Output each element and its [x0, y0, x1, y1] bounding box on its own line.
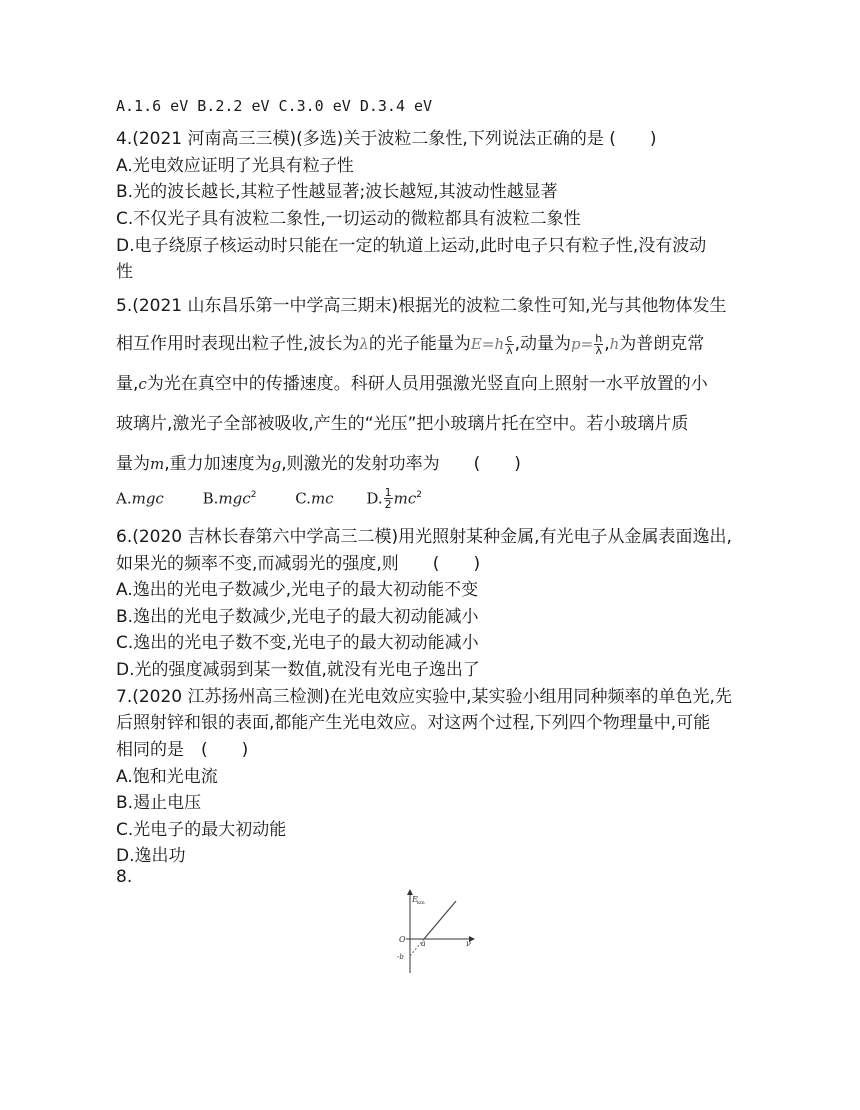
- q6-option-a: A.逸出的光电子数减少,光电子的最大初动能不变: [116, 580, 479, 600]
- q5-text: ,动量为: [514, 334, 572, 354]
- c-over-lambda-fraction: $\frac{c}{\lambda}$: [506, 331, 513, 357]
- q4-option-c: C.不仅光子具有波粒二象性,一切运动的微粒都具有波粒二象性: [116, 209, 581, 229]
- q5-option-d-label: D.: [366, 489, 383, 508]
- ekm-line: [424, 901, 456, 939]
- y-axis-subscript: km: [417, 900, 425, 906]
- q5-options: A.mgc B.mgc$^2$ C.mc D. $\frac{1}{2}$ $mc^2$: [116, 486, 423, 511]
- q6-stem-line-1: 6.(2020 吉林长春第六中学高三二模)用光照射某种金属,有光电子从金属表面逸出,: [116, 527, 732, 547]
- x-axis-label: ν: [466, 939, 471, 948]
- q5-line-5: 量为m,重力加速度为g,则激光的发射功率为 ( ): [116, 454, 521, 474]
- one-half-fraction: $\frac{1}{2}$: [384, 486, 392, 511]
- h-symbol: h: [609, 335, 620, 353]
- q6-stem-line-2: 如果光的频率不变,而减弱光的强度,则 ( ): [116, 554, 481, 574]
- q5-text: 相互作用时表现出粒子性,波长为: [116, 334, 360, 354]
- q7-option-d: D.逸出功: [116, 846, 186, 866]
- q5-option-b-label: B.: [202, 489, 219, 508]
- g-symbol: g: [271, 455, 282, 473]
- x-intercept-label: a: [421, 939, 426, 948]
- q4-option-b: B.光的波长越长,其粒子性越显著;波长越短,其波动性越显著: [116, 182, 558, 202]
- q5-option-b: mgc: [218, 489, 251, 508]
- q6-option-d: D.光的强度减弱到某一数值,就没有光电子逸出了: [116, 660, 480, 680]
- photoelectric-graph: [396, 888, 476, 978]
- q5-line-4: 玻璃片,激光子全部被吸收,产生的“光压”把小玻璃片托在空中。若小玻璃片质: [116, 414, 689, 434]
- q7-stem-line-3: 相同的是 ( ): [116, 740, 249, 760]
- q8-number: 8.: [116, 867, 133, 887]
- q4-option-a: A.光电效应证明了光具有粒子性: [116, 156, 354, 176]
- q5-line-2: 相互作用时表现出粒子性,波长为λ的光子能量为E=h $\frac{c}{\lambda}$ ,动量为p= $\frac{h}{\lambda}$ ,h为普朗克常: [116, 331, 705, 357]
- q4-option-d-continued: 性: [116, 262, 133, 282]
- h-over-lambda-fraction: $\frac{h}{\lambda}$: [595, 331, 603, 357]
- q5-option-a-label: A.: [116, 489, 132, 508]
- q4-option-d: D.电子绕原子核运动时只能在一定的轨道上运动,此时电子只有粒子性,没有波动: [116, 236, 707, 256]
- q5-line-3: 量,c为光在真空中的传播速度。科研人员用强激光竖直向上照射一水平放置的小: [116, 374, 708, 394]
- origin-label: O: [399, 935, 406, 944]
- q7-stem-line-1: 7.(2020 江苏扬州高三检测)在光电效应实验中,某实验小组用同种频率的单色光,先: [116, 687, 732, 707]
- q6-option-c: C.逸出的光电子数不变,光电子的最大初动能减小: [116, 633, 479, 653]
- q7-option-b: B.遏止电压: [116, 793, 202, 813]
- m-symbol: m: [150, 455, 165, 473]
- q6-option-b: B.逸出的光电子数减少,光电子的最大初动能减小: [116, 607, 479, 627]
- c-symbol: c: [138, 375, 147, 393]
- q3-options: A.1.6 eV B.2.2 eV C.3.0 eV D.3.4 eV: [116, 97, 433, 115]
- lambda-symbol: λ: [359, 335, 369, 353]
- momentum-formula: p=: [571, 335, 594, 353]
- q5-line-1: 5.(2021 山东昌乐第一中学高三期末)根据光的波粒二象性可知,光与其他物体发生: [116, 296, 727, 316]
- q4-stem: 4.(2021 河南高三三模)(多选)关于波粒二象性,下列说法正确的是 ( ): [116, 129, 657, 149]
- q5-text: 为普朗克常: [619, 334, 705, 354]
- q5-text: 的光子能量为: [368, 334, 471, 354]
- q5-option-c: mc: [310, 489, 334, 508]
- y-intercept-label: -b: [397, 953, 404, 961]
- q7-stem-line-2: 后照射锌和银的表面,都能产生光电效应。对这两个过程,下列四个物理量中,可能: [116, 713, 711, 733]
- q7-option-a: A.饱和光电流: [116, 767, 218, 787]
- q5-option-d: mc: [393, 489, 417, 508]
- q5-option-a: mgc: [131, 489, 164, 508]
- q7-option-c: C.光电子的最大初动能: [116, 820, 287, 840]
- y-axis-label: E: [412, 895, 418, 904]
- energy-formula: E=h: [470, 335, 505, 353]
- q5-option-c-label: C.: [295, 489, 311, 508]
